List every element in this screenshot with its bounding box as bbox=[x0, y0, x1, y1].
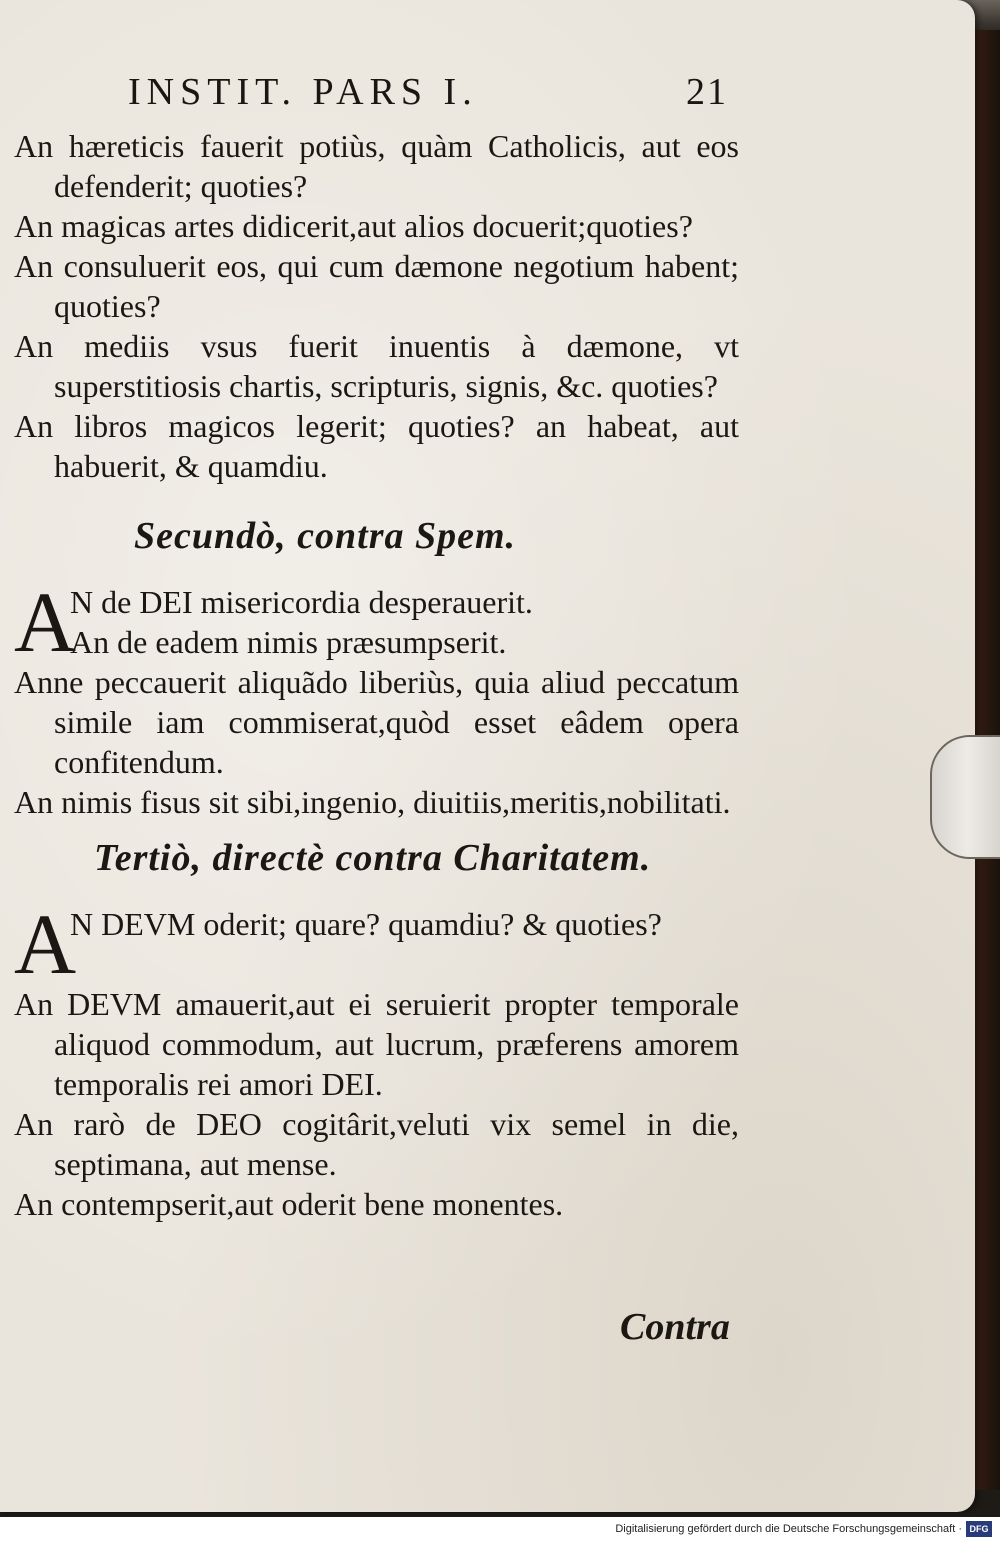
list-item: An contempserit,aut oderit bene monentes. bbox=[14, 1186, 564, 1222]
list-item: Anne peccauerit aliquãdo liberiùs, quia aliud peccatum simile iam commiserat,quòd esset eâdem opera confitendum. bbox=[14, 664, 739, 780]
page-number: 21 bbox=[686, 71, 728, 113]
initial-line: N de DEI misericordia desperauerit. bbox=[70, 584, 533, 620]
list-item: An libros magicos legerit; quoties? an habeat, aut habuerit, & quamdiu. bbox=[14, 408, 739, 484]
footer-credit: Digitalisierung gefördert durch die Deutsche Forschungsgemeinschaft · bbox=[615, 1523, 962, 1535]
initial-entry-charity bbox=[14, 896, 739, 992]
initial-line: N DEVM oderit; quare? quamdiu? & quoties? bbox=[70, 906, 662, 942]
catchword: Contra bbox=[620, 1306, 730, 1348]
list-item: An DEVM amauerit,aut ei seruierit propter temporale aliquod commodum, aut lucrum, præferens amorem temporalis rei amori DEI. bbox=[14, 986, 739, 1102]
initial-rest: An de eadem nimis præsumpserit. bbox=[70, 624, 507, 660]
running-head bbox=[128, 70, 728, 120]
list-item: An magicas artes didicerit,aut alios docuerit;quoties? bbox=[14, 208, 693, 244]
list-item: An hæreticis fauerit potiùs, quàm Catholicis, aut eos defenderit; quoties? bbox=[14, 128, 739, 204]
section-heading-charity: Tertiò, directè contra Charitatem. bbox=[94, 837, 652, 879]
drop-cap: A bbox=[14, 896, 77, 992]
list-item: An mediis vsus fuerit inuentis à dæmone, vt superstitiosis chartis, scripturis, signis, &c. quoties? bbox=[14, 328, 739, 404]
page-text bbox=[14, 126, 739, 1224]
drop-cap: A bbox=[14, 574, 77, 670]
initial-entry-hope bbox=[14, 574, 739, 670]
section-heading-hope: Secundò, contra Spem. bbox=[134, 515, 517, 557]
dfg-logo-icon: DFG bbox=[966, 1521, 992, 1537]
list-item: An rarò de DEO cogitârit,veluti vix semel in die, septimana, aut mense. bbox=[14, 1106, 739, 1182]
list-item: An consuluerit eos, qui cum dæmone negotium habent; quoties? bbox=[14, 248, 739, 324]
running-head-title: INSTIT. PARS I. bbox=[128, 71, 478, 113]
book-clasp bbox=[930, 735, 1000, 859]
list-item: An nimis fisus sit sibi,ingenio, diuitiis,meritis,nobilitati. bbox=[14, 784, 731, 820]
